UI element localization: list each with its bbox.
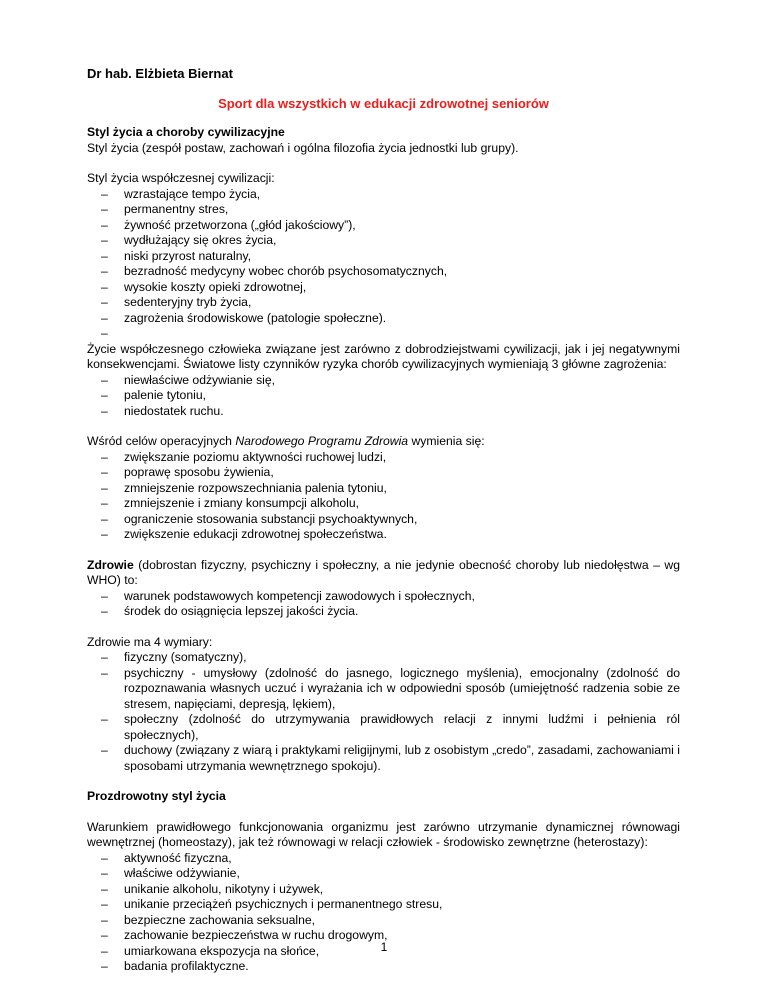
list-item: – właściwe odżywianie, [124,866,680,882]
paragraph: Styl życia (zespół postaw, zachowań i ogólna filozofia życia jednostki lub grupy). [87,140,519,155]
paragraph: Zdrowie (dobrostan fizyczny, psychiczny i społeczny, a nie jedynie obecność choroby lub niedołęstwa – wg WHO) to: [87,557,680,587]
list [87,373,680,420]
list-item: – zachowanie bezpieczeństwa w ruchu drogowym, [124,928,680,944]
list-item: – bezradność medycyny wobec chorób psychosomatycznych, [124,264,680,280]
list-item: – unikanie alkoholu, nikotyny i używek, [124,882,680,898]
list [87,450,680,543]
list-item: – wysokie koszty opieki zdrowotnej, [124,280,680,296]
list-item: – palenie tytoniu, [124,388,680,404]
paragraph: Życie współczesnego człowieka związane jest zarówno z dobrodziejstwami cywilizacji, jak i jej negatywnymi konsekwencjami. Światowe listy czynników ryzyka chorób cywilizacyjnych wymieniają 3 główne zagrożenia: [87,341,680,371]
bold-term: Zdrowie [87,557,134,572]
list-item: – zmniejszenie rozpowszechniania palenia tytoniu, [124,481,680,497]
list-item: – niewłaściwe odżywianie się, [124,373,680,389]
list-intro: Wśród celów operacyjnych Narodowego Programu Zdrowia wymienia się: [87,434,485,448]
list-item: – zwiększenie edukacji zdrowotnej społeczeństwa. [124,527,680,543]
list-item: – zagrożenia środowiskowe (patologie społeczne). [124,311,680,327]
list [87,589,680,620]
list-item: – zmniejszenie i zmiany konsumpcji alkoholu, [124,496,680,512]
list-item: – niedostatek ruchu. [124,404,680,420]
list [87,851,680,975]
list-item: – aktywność fizyczna, [124,851,680,867]
list-item: – ograniczenie stosowania substancji psychoaktywnych, [124,512,680,528]
list-item: – zwiększanie poziomu aktywności ruchowej ludzi, [124,450,680,466]
list-item: – poprawę sposobu żywienia, [124,465,680,481]
list-item: – żywność przetworzona („głód jakościowy”), [124,218,680,234]
document-title: Sport dla wszystkich w edukacji zdrowotnej seniorów [218,95,549,111]
list-intro: Styl życia współczesnej cywilizacji: [87,171,275,185]
list-item: – środek do osiągnięcia lepszej jakości życia. [124,604,680,620]
list-item: – warunek podstawowych kompetencji zawodowych i społecznych, [124,589,680,605]
list-item: – psychiczny - umysłowy (zdolność do jasnego, logicznego myślenia), emocjonalny (zdolność do rozpoznawania własnych uczuć i wyrażania ich w odpowiedni sposób (umiejętność radzenia sobie ze stresem, napięciami, depresją, lękiem), [124,666,680,713]
list-item [124,326,680,342]
list [87,650,680,774]
list-item: – sedenteryjny tryb życia, [124,295,680,311]
list-item: – bezpieczne zachowania seksualne, [124,913,680,929]
list-item: – umiarkowana ekspozycja na słońce, [124,944,680,960]
program-name: Narodowego Programu Zdrowia [235,434,409,448]
list [87,187,680,342]
page-number: 1 [380,940,388,954]
list-item: – duchowy (związany z wiarą i praktykami religijnymi, lub z osobistym „credo”, zasadami, zachowaniami i sposobami utrzymania wewnętrznego spokoju). [124,743,680,774]
list-item: – permanentny stres, [124,202,680,218]
list-item: – niski przyrost naturalny, [124,249,680,265]
list-item: – wydłużający się okres życia, [124,233,680,249]
section-heading: Styl życia a choroby cywilizacyjne [87,125,285,139]
paragraph: Warunkiem prawidłowego funkcjonowania organizmu jest zarówno utrzymanie dynamicznej równowagi wewnętrznej (homeostazy), jak też równowagi w relacji człowiek - środowisko zewnętrzne (heterostazy): [87,819,680,849]
section-heading: Prozdrowotny styl życia [87,789,226,803]
list-intro: Zdrowie ma 4 wymiary: [87,634,213,649]
document-page [87,66,680,975]
list-item: – fizyczny (somatyczny), [124,650,680,666]
list-item: – badania profilaktyczne. [124,959,680,975]
list-item: – unikanie przeciążeń psychicznych i permanentnego stresu, [124,897,680,913]
list-item: – społeczny (zdolność do utrzymywania prawidłowych relacji z innymi ludźmi i pełnienia ról społecznych), [124,712,680,743]
author: Dr hab. Elżbieta Biernat [87,66,233,81]
list-item: – wzrastające tempo życia, [124,187,680,203]
